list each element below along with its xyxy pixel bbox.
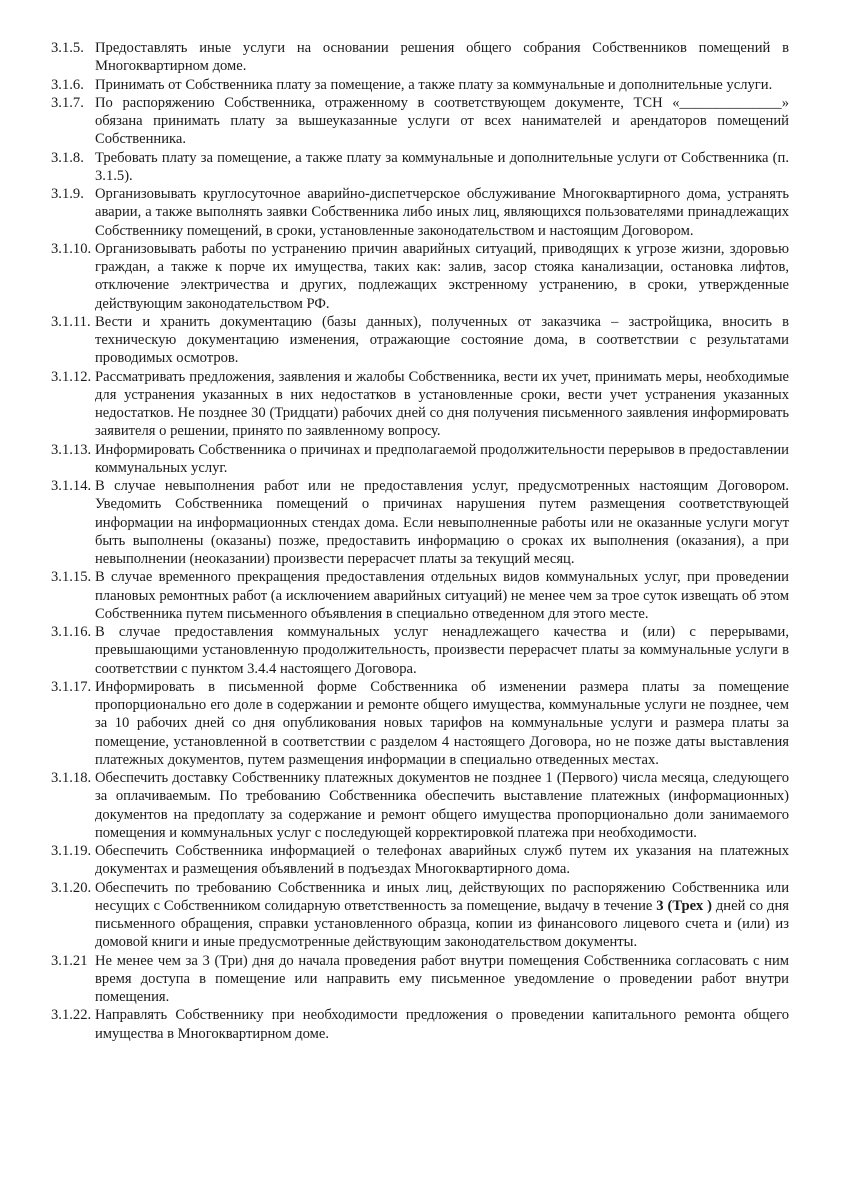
clause-number: 3.1.11. xyxy=(51,313,91,330)
clause-3-1-22 xyxy=(51,1006,789,1043)
clause-3-1-15 xyxy=(51,568,789,623)
clause-number: 3.1.12. xyxy=(51,368,92,385)
clause-3-1-11 xyxy=(51,313,789,368)
clause-number: 3.1.17. xyxy=(51,678,92,695)
clause-3-1-12 xyxy=(51,368,789,441)
clause-number: 3.1.10. xyxy=(51,240,92,257)
clause-3-1-6 xyxy=(51,76,789,94)
clause-number: 3.1.21 xyxy=(51,952,88,969)
clause-text: Принимать от Собственника плату за помещение, а также плату за коммунальные и дополнительные услуги. xyxy=(95,76,773,93)
clause-text: В случае временного прекращения предоставления отдельных видов коммунальных услуг, при проведении плановых ремонтных работ (а исключением аварийных ситуаций) не менее чем за трое суток извещать об этом Собственника путем письменного объявления в специально отведенном для этого месте. xyxy=(95,569,789,622)
clause-3-1-20 xyxy=(51,879,789,952)
clause-text: Обеспечить Собственника информацией о телефонах аварийных служб путем их указания на платежных документах и размещения объявлений в подъездах Многоквартирного дома. xyxy=(95,843,789,878)
clause-number: 3.1.6. xyxy=(51,76,84,93)
clause-number: 3.1.7. xyxy=(51,94,84,111)
clause-number: 3.1.19. xyxy=(51,843,92,859)
clause-3-1-21 xyxy=(51,952,789,1007)
clause-3-1-13 xyxy=(51,441,789,478)
clause-number: 3.1.13. xyxy=(51,441,92,458)
clause-number: 3.1.16. xyxy=(51,624,92,640)
clause-text-before: Обеспечить по требованию Собственника и иных лиц, действующих по распоряжению Собственника или несущих с Собственником солидарную ответственность за помещение, выдачу в течение xyxy=(95,879,789,914)
clause-text: Информировать в письменной форме Собственника об изменении размера платы за помещение пропорционально его доле в содержании и ремонте общего имущества, коммунальные услуги не позднее, чем за 10 рабочих дней со дня опубликования новых тарифов на коммунальные услуги и размера платы за помещение, установленной в соответствии с разделом 4 настоящего Договора, но не позже даты выставления платежных документов, путем размещения информации в специально отведенных местах. xyxy=(95,678,789,768)
clause-number: 3.1.8. xyxy=(51,149,84,166)
clause-text: Организовывать работы по устранению причин аварийных ситуаций, приводящих к угрозе жизни, здоровью граждан, а также к порче их имущества, таких как: залив, засор стояка канализации, остановка лифтов, отключение электричества и других, подлежащих экстренному устранению, в сроки, утвержденные действующим законодательством РФ. xyxy=(95,240,789,312)
clause-number: 3.1.20. xyxy=(51,879,92,896)
clause-3-1-17 xyxy=(51,678,789,769)
clause-text-bold: 3 (Трех ) xyxy=(656,897,712,914)
clause-3-1-9 xyxy=(51,185,789,240)
clause-number: 3.1.5. xyxy=(51,40,84,56)
clause-text: Обеспечить доставку Собственнику платежных документов не позднее 1 (Первого) числа месяца, следующего за оплачиваемым. По требованию Собственника обеспечить выставление платежных (информационных) документов на предоплату за содержание и ремонт общего имущества пропорционально доли занимаемого помещения и коммунальных услуг с последующей корректировкой платежа при необходимости. xyxy=(95,770,789,841)
clause-number: 3.1.15. xyxy=(51,569,92,586)
clause-3-1-8 xyxy=(51,149,789,186)
clause-text: В случае предоставления коммунальных услуг ненадлежащего качества и (или) с перерывами, превышающими установленную продолжительность, произвести перерасчет платы за коммунальные услуги в соответствии с пунктом 3.4.4 настоящего Договора. xyxy=(95,624,789,677)
clause-text: Требовать плату за помещение, а также плату за коммунальные и дополнительные услуги от Собственника (п. 3.1.5). xyxy=(95,149,789,184)
clause-text-after: дней со дня письменного обращения, справки установленного образца, копии из финансового лицевого счета и (или) из домовой книги и иные предусмотренные действующим законодательством документы. xyxy=(95,897,789,951)
clause-text: Организовывать круглосуточное аварийно-диспетчерское обслуживание Многоквартирного дома, устранять аварии, а также выполнять заявки Собственника либо иных лиц, являющихся пользователями принадлежащих Собственнику помещений, в сроки, установленные законодательством и настоящим Договором. xyxy=(95,186,789,239)
clause-text: Направлять Собственнику при необходимости предложения о проведении капитального ремонта общего имущества в Многоквартирном доме. xyxy=(95,1007,789,1042)
clause-3-1-14 xyxy=(51,477,789,568)
clause-number: 3.1.14. xyxy=(51,478,92,494)
clause-3-1-7 xyxy=(51,94,789,149)
clause-number: 3.1.18. xyxy=(51,770,92,786)
clause-text: Вести и хранить документацию (базы данных), полученных от заказчика – застройщика, вносить в техническую документацию изменения, отражающие состояние дома, в соответствии с результатами проводимых осмотров. xyxy=(95,313,789,367)
clause-text: В случае невыполнения работ или не предоставления услуг, предусмотренных настоящим Договором. Уведомить Собственника помещений о причинах нарушения путем размещения соответствующей информации на информационных стендах дома. Если невыполненные работы или не оказанные услуги могут быть выполнены (оказаны) позже, предоставить информацию о сроках их выполнения (оказания), а при невыполнении (неоказании) произвести перерасчет платы за текущий месяц. xyxy=(95,478,789,567)
clause-text: По распоряжению Собственника, отраженному в соответствующем документе, ТСН «______________» обязана принимать плату за вышеуказанные услуги от всех нанимателей и арендаторов помещений Собственника. xyxy=(95,94,789,148)
clause-3-1-18 xyxy=(51,769,789,842)
clause-text: Предоставлять иные услуги на основании решения общего собрания Собственников помещений в Многоквартирном доме. xyxy=(95,40,789,75)
clause-3-1-5 xyxy=(51,39,789,76)
document-body xyxy=(51,39,789,1043)
clause-3-1-10 xyxy=(51,240,789,313)
clause-text: Рассматривать предложения, заявления и жалобы Собственника, вести их учет, принимать меры, необходимые для устранения указанных в них недостатков в установленные сроки, вести учет устранения указанных недостатков. Не позднее 30 (Тридцати) рабочих дней со дня получения письменного заявления информировать заявителя о решении, принято по заявленному вопросу. xyxy=(95,368,789,440)
clause-text: Информировать Собственника о причинах и предполагаемой продолжительности перерывов в предоставлении коммунальных услуг. xyxy=(95,441,789,476)
clause-3-1-16 xyxy=(51,623,789,678)
clause-number: 3.1.22. xyxy=(51,1007,92,1024)
clause-text: Не менее чем за 3 (Три) дня до начала проведения работ внутри помещения Собственника согласовать с ним время доступа в помещение или направить ему письменное уведомление о проведении работ внутри помещения. xyxy=(95,952,789,1005)
clause-3-1-19 xyxy=(51,842,789,879)
clause-number: 3.1.9. xyxy=(51,186,84,202)
